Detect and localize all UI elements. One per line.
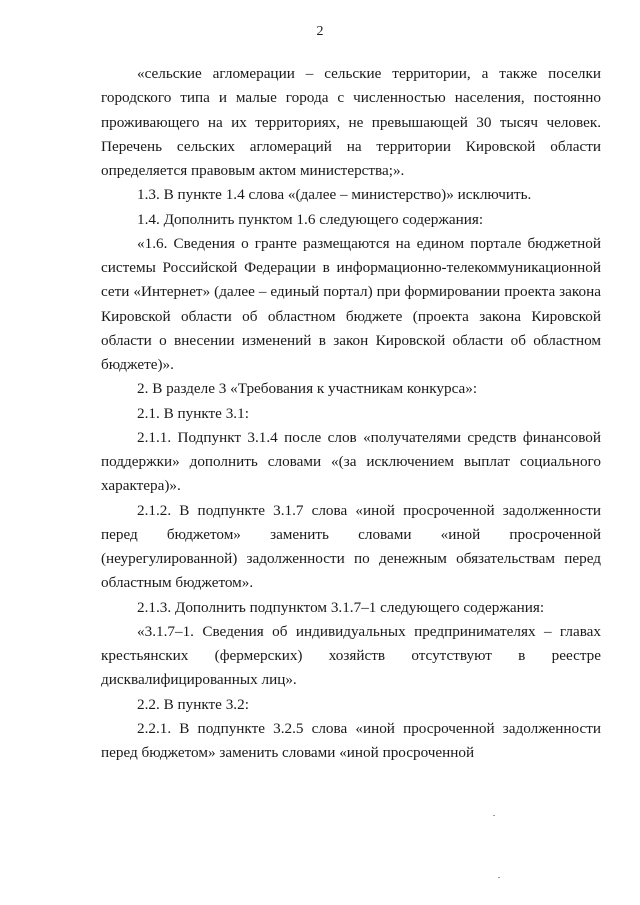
paragraph: «сельские агломерации – сельские территории, а также поселки городского типа и малые города с численностью населения, постоянно проживающего на их территориях, не превышающей 30 тысяч человек. Перечень сельских агломераций на территории Кировской области определяется правовым актом министерства;». (101, 65, 601, 179)
paragraph: 2. В разделе 3 «Требования к участникам конкурса»: (137, 380, 478, 398)
document-body (101, 62, 601, 765)
scan-speck (493, 815, 495, 816)
page-number: 2 (316, 24, 324, 39)
paragraph: 2.1. В пункте 3.1: (137, 404, 249, 422)
paragraph: 2.1.2. В подпункте 3.1.7 слова «иной просроченной задолженности перед бюджетом» заменить словами «иной просроченной (неурегулированной) задолженности по денежным обязательствам перед областным бюджетом». (101, 501, 601, 592)
paragraph: 1.4. Дополнить пунктом 1.6 следующего содержания: (137, 210, 484, 228)
paragraph: «1.6. Сведения о гранте размещаются на едином портале бюджетной системы Российской Федерации в информационно-телекоммуникационной сети «Интернет» (далее – единый портал) при формировании проекта закона Кировской области об областном бюджете (проекта закона Кировской области о внесении изменений в закон Кировской области об областном бюджете)». (101, 234, 601, 373)
paragraph: 2.2.1. В подпункте 3.2.5 слова «иной просроченной задолженности перед бюджетом» заменить словами «иной просроченной (101, 719, 601, 761)
paragraph: 1.3. В пункте 1.4 слова «(далее – министерство)» исключить. (137, 186, 532, 204)
paragraph: 2.1.3. Дополнить подпунктом 3.1.7–1 следующего содержания: (137, 598, 545, 616)
scan-speck (498, 877, 500, 878)
paragraph: 2.1.1. Подпункт 3.1.4 после слов «получателями средств финансовой поддержки» дополнить словами «(за исключением выплат социального характера)». (101, 428, 601, 495)
paragraph: «3.1.7–1. Сведения об индивидуальных предпринимателях – главах крестьянских (фермерских) хозяйств отсутствуют в реестре дисквалифицированных лиц». (101, 622, 601, 689)
paragraph: 2.2. В пункте 3.2: (137, 695, 249, 713)
